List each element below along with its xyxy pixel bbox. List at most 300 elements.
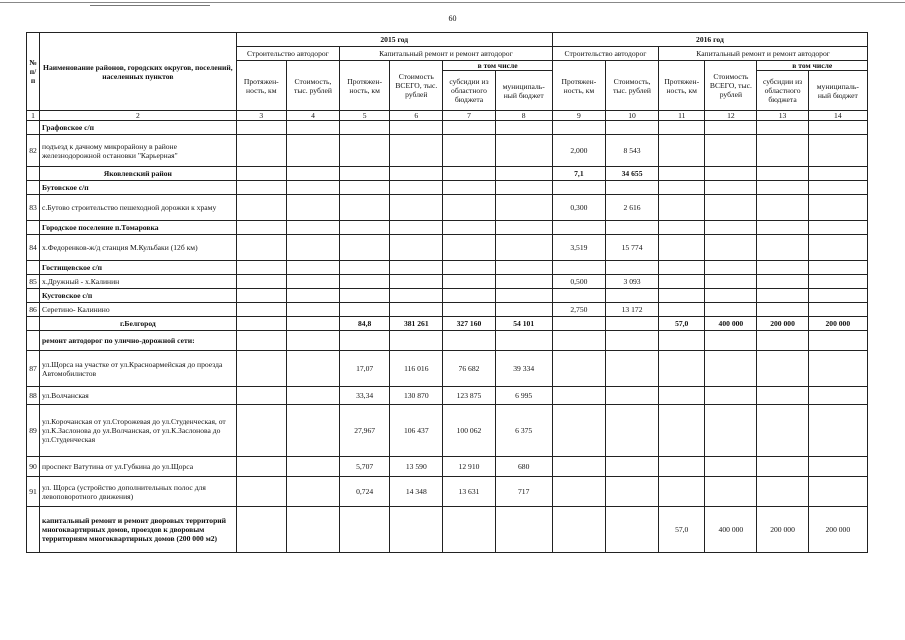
header-col-number: № п/п — [27, 33, 40, 111]
row-value: 12 910 — [443, 457, 495, 477]
row-value — [808, 181, 867, 195]
row-value — [757, 275, 808, 289]
row-value — [605, 331, 658, 351]
row-value — [659, 261, 705, 275]
row-value — [495, 135, 552, 167]
column-index: 1 — [27, 111, 40, 121]
row-value — [808, 303, 867, 317]
row-value — [236, 317, 286, 331]
row-value — [236, 121, 286, 135]
row-value: 680 — [495, 457, 552, 477]
row-value — [495, 167, 552, 181]
row-number: 83 — [27, 195, 40, 221]
row-value — [390, 261, 443, 275]
row-value — [340, 289, 390, 303]
row-value: 0,724 — [340, 477, 390, 507]
row-value — [443, 331, 495, 351]
row-value — [705, 261, 757, 275]
table-row — [27, 351, 868, 387]
row-value — [808, 135, 867, 167]
row-value — [605, 457, 658, 477]
row-value: 381 261 — [390, 317, 443, 331]
row-value — [340, 275, 390, 289]
row-value — [236, 477, 286, 507]
row-value — [552, 331, 605, 351]
row-number: 89 — [27, 405, 40, 457]
row-value — [236, 221, 286, 235]
row-value — [286, 135, 339, 167]
row-value — [757, 181, 808, 195]
row-value: 33,34 — [340, 387, 390, 405]
table-row — [27, 457, 868, 477]
row-number — [27, 317, 40, 331]
row-value — [808, 289, 867, 303]
row-value — [286, 331, 339, 351]
table-row — [27, 195, 868, 221]
row-value — [390, 135, 443, 167]
row-number: 87 — [27, 351, 40, 387]
row-value — [340, 221, 390, 235]
header-2016-repair-cost-total: Стоимость ВСЕГО, тыс. рублей — [705, 61, 757, 111]
top-rule — [0, 2, 905, 11]
header-2016-regional-subsidy: субсидии из областного бюджета — [757, 71, 808, 111]
row-value — [659, 457, 705, 477]
row-value: 13 631 — [443, 477, 495, 507]
row-value — [495, 261, 552, 275]
row-value — [659, 135, 705, 167]
table-row — [27, 289, 868, 303]
row-value: 34 655 — [605, 167, 658, 181]
row-value: 84,8 — [340, 317, 390, 331]
row-value — [236, 457, 286, 477]
row-value — [808, 405, 867, 457]
table-row — [27, 303, 868, 317]
row-value — [808, 477, 867, 507]
row-value — [286, 303, 339, 317]
table-row — [27, 235, 868, 261]
row-value — [757, 405, 808, 457]
row-value: 100 062 — [443, 405, 495, 457]
row-value — [286, 405, 339, 457]
row-value — [552, 317, 605, 331]
row-value: 327 160 — [443, 317, 495, 331]
header-2015-repair-cost-total: Стоимость ВСЕГО, тыс. рублей — [390, 61, 443, 111]
row-value — [390, 289, 443, 303]
row-value — [443, 195, 495, 221]
row-value — [659, 167, 705, 181]
row-value — [659, 387, 705, 405]
row-value: 14 348 — [390, 477, 443, 507]
row-value — [443, 135, 495, 167]
row-value — [605, 477, 658, 507]
row-value — [705, 235, 757, 261]
row-value — [659, 331, 705, 351]
row-value — [808, 351, 867, 387]
row-value — [236, 167, 286, 181]
row-name: Гостищевское с/п — [40, 261, 237, 275]
row-value — [495, 221, 552, 235]
row-value: 57,0 — [659, 507, 705, 553]
row-value — [757, 261, 808, 275]
row-value — [705, 221, 757, 235]
row-value — [757, 477, 808, 507]
row-value — [286, 221, 339, 235]
row-value — [390, 235, 443, 261]
table-row — [27, 275, 868, 289]
table-body — [27, 121, 868, 553]
row-value — [605, 181, 658, 195]
row-value: 76 682 — [443, 351, 495, 387]
column-index: 4 — [286, 111, 339, 121]
row-value — [757, 303, 808, 317]
row-value — [808, 235, 867, 261]
row-value — [390, 331, 443, 351]
row-value — [390, 507, 443, 553]
row-value — [705, 387, 757, 405]
header-2015-municipal-budget: муниципаль-ный бюджет — [495, 71, 552, 111]
row-value — [236, 351, 286, 387]
row-value: 0,300 — [552, 195, 605, 221]
row-value — [236, 135, 286, 167]
row-name: Городское поселение п.Томаровка — [40, 221, 237, 235]
row-value — [659, 289, 705, 303]
row-value: 200 000 — [757, 317, 808, 331]
row-value — [495, 275, 552, 289]
row-value — [757, 121, 808, 135]
row-value — [236, 331, 286, 351]
row-value — [552, 351, 605, 387]
row-value — [236, 387, 286, 405]
row-name: ул.Щорса на участке от ул.Красноармейская до проезда Автомобилистов — [40, 351, 237, 387]
row-value — [286, 275, 339, 289]
row-value — [552, 477, 605, 507]
row-value — [286, 121, 339, 135]
row-value — [605, 289, 658, 303]
row-value — [390, 275, 443, 289]
row-value — [705, 167, 757, 181]
table-row — [27, 317, 868, 331]
table-row — [27, 135, 868, 167]
row-number: 85 — [27, 275, 40, 289]
row-value — [705, 351, 757, 387]
row-value — [286, 195, 339, 221]
row-value — [286, 507, 339, 553]
row-value — [495, 303, 552, 317]
row-value — [605, 121, 658, 135]
header-2015-construction: Строительство автодорог — [236, 47, 339, 61]
row-number: 86 — [27, 303, 40, 317]
row-name: Бутовское с/п — [40, 181, 237, 195]
row-value — [808, 221, 867, 235]
row-name: ул. Щорса (устройство дополнительных полос для левоповоротного движения) — [40, 477, 237, 507]
row-value — [340, 261, 390, 275]
row-value — [443, 221, 495, 235]
row-name: ул.Волчанская — [40, 387, 237, 405]
row-value — [705, 121, 757, 135]
row-value — [390, 195, 443, 221]
header-year-2015: 2015 год — [236, 33, 552, 47]
row-name: х.Дружный - х.Калинин — [40, 275, 237, 289]
row-value — [286, 351, 339, 387]
header-col-name: Наименование районов, городских округов, поселений, населенных пунктов — [40, 33, 237, 111]
row-value: 200 000 — [808, 507, 867, 553]
row-value — [390, 221, 443, 235]
row-value — [605, 317, 658, 331]
row-value — [659, 405, 705, 457]
row-value — [552, 507, 605, 553]
row-number — [27, 167, 40, 181]
column-index: 11 — [659, 111, 705, 121]
row-value — [705, 477, 757, 507]
row-value: 13 590 — [390, 457, 443, 477]
row-value — [236, 275, 286, 289]
row-value: 3 093 — [605, 275, 658, 289]
header-2015-construction-cost: Стоимость, тыс. рублей — [286, 61, 339, 111]
row-value: 116 016 — [390, 351, 443, 387]
row-value — [552, 181, 605, 195]
row-value: 13 172 — [605, 303, 658, 317]
page-number: 60 — [448, 14, 457, 23]
row-value: 2,750 — [552, 303, 605, 317]
row-value: 200 000 — [808, 317, 867, 331]
table-row — [27, 405, 868, 457]
row-number — [27, 121, 40, 135]
row-name: ул.Корочанская от ул.Сторожевая до ул.Студенческая, от ул.К.Заслонова до ул.Волчанская, от ул.К.Заслонова до ул.Студенческая — [40, 405, 237, 457]
row-value — [443, 235, 495, 261]
row-name: ремонт автодорог по улично-дорожной сети: — [40, 331, 237, 351]
row-value — [757, 167, 808, 181]
row-value — [286, 167, 339, 181]
row-value — [705, 135, 757, 167]
row-value — [236, 303, 286, 317]
row-value — [236, 195, 286, 221]
row-value — [705, 331, 757, 351]
header-2016-repair-length: Протяжен-ность, км — [659, 61, 705, 111]
header-2015-repair-length: Протяжен-ность, км — [340, 61, 390, 111]
row-value — [705, 181, 757, 195]
row-value — [552, 221, 605, 235]
column-index: 3 — [236, 111, 286, 121]
row-value: 6 995 — [495, 387, 552, 405]
row-value — [443, 303, 495, 317]
row-value: 54 101 — [495, 317, 552, 331]
row-name: Графовское с/п — [40, 121, 237, 135]
row-value — [705, 275, 757, 289]
row-value: 2 616 — [605, 195, 658, 221]
row-value: 400 000 — [705, 507, 757, 553]
row-value — [443, 261, 495, 275]
row-value — [340, 167, 390, 181]
row-value — [659, 121, 705, 135]
row-value — [808, 261, 867, 275]
row-value: 6 375 — [495, 405, 552, 457]
row-name: капитальный ремонт и ремонт дворовых территорий многоквартирных домов, проездов к дворовым территориям многоквартирных домов (200 000 м2) — [40, 507, 237, 553]
row-value — [340, 195, 390, 221]
row-name: проспект Ватутина от ул.Губкина до ул.Щорса — [40, 457, 237, 477]
row-value — [552, 261, 605, 275]
row-value: 0,500 — [552, 275, 605, 289]
row-number — [27, 181, 40, 195]
row-name: г.Белгород — [40, 317, 237, 331]
header-year-2016: 2016 год — [552, 33, 867, 47]
row-value — [340, 181, 390, 195]
row-value — [495, 507, 552, 553]
header-2015-including: в том числе — [443, 61, 552, 71]
row-value — [286, 477, 339, 507]
row-value — [286, 457, 339, 477]
row-value — [659, 235, 705, 261]
column-index: 7 — [443, 111, 495, 121]
row-value — [340, 135, 390, 167]
row-value: 106 437 — [390, 405, 443, 457]
row-value — [605, 261, 658, 275]
column-index: 9 — [552, 111, 605, 121]
row-value — [286, 317, 339, 331]
row-value — [757, 289, 808, 303]
row-value — [757, 235, 808, 261]
row-value — [340, 235, 390, 261]
header-2016-construction-length: Протяжен-ность, км — [552, 61, 605, 111]
row-value — [705, 457, 757, 477]
row-value — [495, 181, 552, 195]
table-row — [27, 121, 868, 135]
row-value — [808, 167, 867, 181]
row-value — [705, 195, 757, 221]
row-number — [27, 221, 40, 235]
row-value — [757, 387, 808, 405]
row-number — [27, 261, 40, 275]
row-value — [236, 507, 286, 553]
row-value — [552, 457, 605, 477]
column-index: 13 — [757, 111, 808, 121]
row-value — [808, 387, 867, 405]
row-value — [286, 261, 339, 275]
row-value — [757, 351, 808, 387]
row-number: 88 — [27, 387, 40, 405]
row-name: х.Федоренков-ж/д станция М.Кульбаки (12б км) — [40, 235, 237, 261]
column-index: 8 — [495, 111, 552, 121]
row-value: 39 334 — [495, 351, 552, 387]
row-value — [757, 135, 808, 167]
row-value — [605, 507, 658, 553]
row-value — [552, 121, 605, 135]
row-value — [236, 289, 286, 303]
row-number: 91 — [27, 477, 40, 507]
row-value — [340, 303, 390, 317]
row-value — [757, 331, 808, 351]
header-2015-capital-repair: Капитальный ремонт и ремонт автодорог — [340, 47, 553, 61]
row-name: Яковлевский район — [40, 167, 237, 181]
row-value — [808, 195, 867, 221]
row-name: с.Бутово строительство пешеходной дорожки к храму — [40, 195, 237, 221]
table-row — [27, 221, 868, 235]
row-value — [808, 331, 867, 351]
table-row — [27, 167, 868, 181]
row-value — [340, 331, 390, 351]
row-value — [236, 181, 286, 195]
row-value — [495, 289, 552, 303]
row-name: Кустовское с/п — [40, 289, 237, 303]
header-2015-construction-length: Протяжен-ность, км — [236, 61, 286, 111]
row-number: 90 — [27, 457, 40, 477]
row-value — [390, 167, 443, 181]
row-value — [443, 121, 495, 135]
row-name: подъезд к дачному микрорайону в районе железнодорожной остановки "Карьерная" — [40, 135, 237, 167]
column-index: 14 — [808, 111, 867, 121]
row-value: 717 — [495, 477, 552, 507]
row-value — [757, 221, 808, 235]
row-value: 8 543 — [605, 135, 658, 167]
row-value — [286, 289, 339, 303]
row-value — [808, 457, 867, 477]
row-value — [605, 221, 658, 235]
header-2016-including: в том числе — [757, 61, 868, 71]
row-value — [705, 405, 757, 457]
row-value — [552, 289, 605, 303]
row-value — [659, 275, 705, 289]
row-value — [659, 351, 705, 387]
row-value — [443, 167, 495, 181]
header-2016-construction-cost: Стоимость, тыс. рублей — [605, 61, 658, 111]
table-row — [27, 507, 868, 553]
row-value — [552, 405, 605, 457]
row-value — [659, 477, 705, 507]
row-value — [390, 181, 443, 195]
header-2015-regional-subsidy: субсидии из областного бюджета — [443, 71, 495, 111]
row-value — [659, 303, 705, 317]
row-value — [659, 195, 705, 221]
row-value — [340, 121, 390, 135]
row-name: Серетино- Калинино — [40, 303, 237, 317]
header-2016-municipal-budget: муниципаль-ный бюджет — [808, 71, 867, 111]
table-row — [27, 387, 868, 405]
road-works-table — [26, 32, 868, 553]
row-value: 7,1 — [552, 167, 605, 181]
row-number — [27, 289, 40, 303]
header-2016-construction: Строительство автодорог — [552, 47, 658, 61]
row-value — [236, 405, 286, 457]
row-value: 2,000 — [552, 135, 605, 167]
row-number — [27, 331, 40, 351]
row-value — [286, 235, 339, 261]
row-value — [443, 181, 495, 195]
row-value: 15 774 — [605, 235, 658, 261]
column-index-row — [27, 111, 868, 121]
row-value — [495, 235, 552, 261]
row-value — [757, 195, 808, 221]
row-value — [605, 351, 658, 387]
header-2016-capital-repair: Капитальный ремонт и ремонт автодорог — [659, 47, 868, 61]
row-value — [808, 121, 867, 135]
column-index: 6 — [390, 111, 443, 121]
row-value — [552, 387, 605, 405]
row-value: 400 000 — [705, 317, 757, 331]
table-row — [27, 477, 868, 507]
row-value: 3,519 — [552, 235, 605, 261]
table-row — [27, 261, 868, 275]
row-number: 82 — [27, 135, 40, 167]
row-value: 17,07 — [340, 351, 390, 387]
row-value — [495, 331, 552, 351]
row-value: 57,0 — [659, 317, 705, 331]
column-index: 2 — [40, 111, 237, 121]
row-number: 84 — [27, 235, 40, 261]
row-value — [659, 221, 705, 235]
row-value — [286, 387, 339, 405]
row-value — [236, 235, 286, 261]
column-index: 12 — [705, 111, 757, 121]
row-value — [605, 387, 658, 405]
